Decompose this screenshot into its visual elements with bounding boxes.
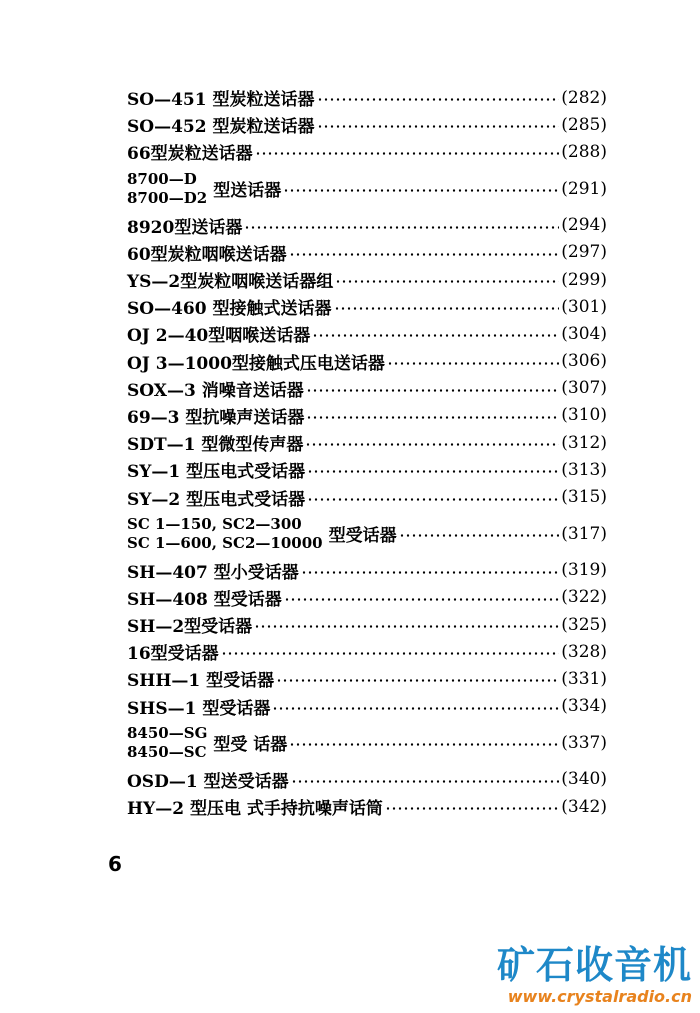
dot-leader (385, 807, 559, 810)
toc-entry-title: 8920型送话器 (127, 217, 243, 238)
toc-entry-title: SOX—3 消噪音送话器 (127, 380, 304, 401)
dot-leader (221, 652, 560, 655)
dot-leader (307, 470, 559, 473)
dot-leader (244, 226, 559, 229)
toc-entry-model: 8450—SC (127, 742, 207, 761)
toc-entry (127, 239, 607, 266)
toc-entry-title: OSD—1 型送受话器 (127, 771, 289, 792)
toc-entry-title: SH—2型受话器 (127, 617, 253, 638)
toc-entry (127, 293, 607, 320)
dot-leader (307, 498, 559, 501)
toc-entry-page: (312) (561, 432, 607, 453)
toc-entry-page: (325) (561, 614, 607, 635)
toc-entry (127, 456, 607, 483)
toc-entry (127, 429, 607, 456)
watermark-url: www.crystalradio.cn (507, 987, 692, 1006)
toc-entry (127, 793, 607, 820)
toc-entry-title: SDT—1 型微型传声器 (127, 435, 304, 456)
dot-leader (255, 152, 560, 155)
toc-entry-page: (340) (561, 769, 607, 790)
dot-leader (289, 743, 559, 746)
page-number: 6 (108, 852, 122, 876)
toc-entry-page: (331) (561, 668, 607, 689)
toc-entry-page: (282) (561, 87, 607, 108)
toc-entry-title: SH—408 型受话器 (127, 589, 282, 610)
dot-leader (317, 125, 560, 128)
toc-entry-title: 60型炭粒咽喉送话器 (127, 244, 287, 265)
toc-entry (127, 557, 607, 584)
toc-entry (127, 720, 607, 766)
dot-leader (305, 443, 559, 446)
toc-entry (127, 320, 607, 347)
toc-entry-suffix: 型受 话器 (213, 735, 288, 756)
toc-entry-page: (310) (561, 405, 607, 426)
dot-leader (399, 534, 560, 537)
toc-entry (127, 348, 607, 375)
toc-entry (127, 693, 607, 720)
toc-entry-model: SC 1—150, SC2—300 (127, 514, 302, 533)
toc-entry (127, 511, 607, 557)
table-of-contents (127, 84, 607, 820)
toc-entry-title: SO—460 型接触式送话器 (127, 299, 332, 320)
toc-entry (127, 483, 607, 510)
toc-entry-title: 69—3 型抗噪声送话器 (127, 407, 305, 428)
toc-entry-title: OJ 3—1000型接触式压电送话器 (127, 353, 385, 374)
dot-leader (334, 307, 560, 310)
toc-entry-model: SC 1—600, SC2—10000 (127, 533, 323, 552)
toc-entry-page: (319) (561, 560, 607, 581)
toc-entry-model: 8700—D2 (127, 188, 208, 207)
toc-entry-page: (291) (561, 178, 607, 199)
toc-entry-page: (315) (561, 487, 607, 508)
toc-entry-title: HY—2 型压电 式手持抗噪声话筒 (127, 799, 383, 820)
toc-entry-page: (299) (561, 269, 607, 290)
toc-entry (127, 766, 607, 793)
dot-leader (335, 280, 559, 283)
toc-entry-page: (288) (561, 141, 607, 162)
toc-entry (127, 84, 607, 111)
toc-entry-model-list (127, 515, 323, 553)
toc-entry-title: 16型受话器 (127, 644, 219, 665)
toc-entry (127, 584, 607, 611)
toc-entry-page: (297) (561, 242, 607, 263)
toc-entry-title: 66型炭粒送话器 (127, 144, 253, 165)
toc-entry (127, 665, 607, 692)
dot-leader (283, 189, 559, 192)
toc-entry-model: 8700—D (127, 169, 197, 188)
toc-entry-page: (317) (561, 523, 607, 544)
toc-entry-page: (337) (561, 732, 607, 753)
toc-entry (127, 375, 607, 402)
watermark (497, 943, 692, 1007)
dot-leader (301, 571, 560, 574)
toc-entry-title: SH—407 型小受话器 (127, 562, 299, 583)
toc-entry-model: 8450—SG (127, 723, 208, 742)
toc-entry-title: OJ 2—40型咽喉送话器 (127, 326, 311, 347)
toc-entry (127, 638, 607, 665)
watermark-title: 矿石收音机 (496, 943, 692, 987)
toc-entry-page: (306) (561, 351, 607, 372)
dot-leader (272, 707, 559, 710)
toc-entry (127, 402, 607, 429)
dot-leader (387, 362, 559, 365)
dot-leader (312, 334, 559, 337)
toc-entry (127, 111, 607, 138)
toc-entry-page: (285) (561, 114, 607, 135)
toc-entry-title: SHH—1 型受话器 (127, 671, 275, 692)
toc-entry-model-list (127, 724, 207, 762)
dot-leader (291, 780, 560, 783)
toc-entry (127, 266, 607, 293)
toc-entry (127, 212, 607, 239)
dot-leader (306, 416, 559, 419)
dot-leader (317, 98, 560, 101)
toc-entry-page: (328) (561, 641, 607, 662)
toc-entry-title: SY—2 型压电式受话器 (127, 489, 306, 510)
toc-entry-page: (313) (561, 459, 607, 480)
toc-entry-page: (304) (561, 323, 607, 344)
dot-leader (289, 253, 560, 256)
toc-entry (127, 138, 607, 165)
toc-entry-page: (307) (561, 378, 607, 399)
toc-entry-suffix: 型送话器 (213, 181, 282, 202)
toc-entry-page: (334) (561, 696, 607, 717)
toc-entry (127, 611, 607, 638)
toc-entry-title: SY—1 型压电式受话器 (127, 462, 306, 483)
toc-entry-title: SHS—1 型受话器 (127, 698, 271, 719)
toc-entry-suffix: 型受话器 (328, 526, 397, 547)
toc-entry-title: YS—2型炭粒咽喉送话器组 (127, 272, 334, 293)
dot-leader (284, 598, 560, 601)
toc-entry-page: (294) (561, 215, 607, 236)
dot-leader (306, 389, 560, 392)
toc-entry-model-list (127, 170, 207, 208)
toc-entry-title: SO—452 型炭粒送话器 (127, 117, 315, 138)
toc-entry-page: (301) (561, 296, 607, 317)
dot-leader (254, 625, 559, 628)
toc-entry-page: (322) (561, 587, 607, 608)
toc-entry-page: (342) (561, 796, 607, 817)
toc-entry (127, 166, 607, 212)
dot-leader (276, 679, 559, 682)
toc-entry-title: SO—451 型炭粒送话器 (127, 90, 315, 111)
